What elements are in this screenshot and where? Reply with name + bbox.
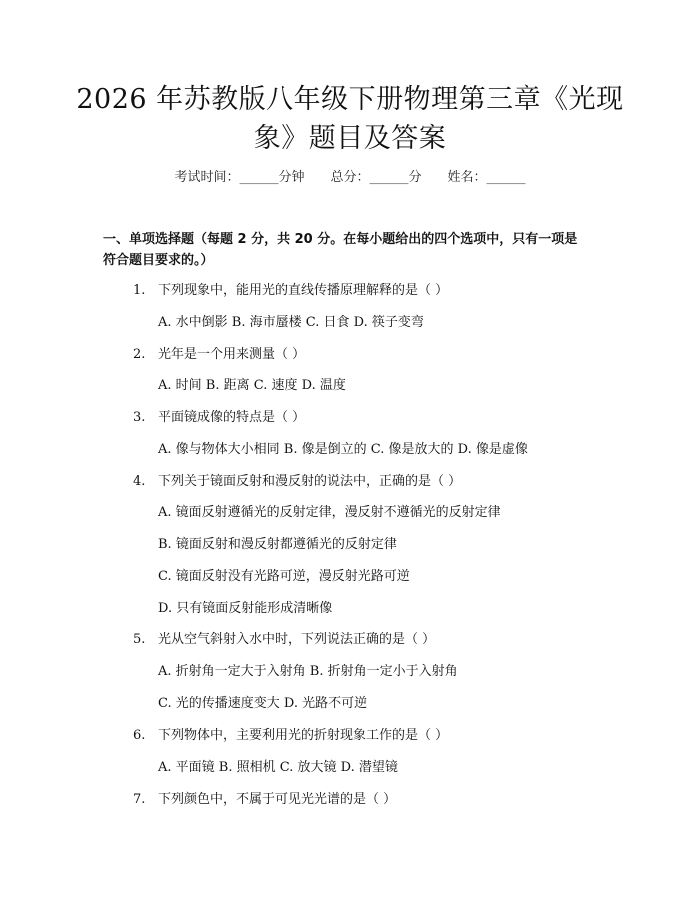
question-number: 5. [133,632,146,647]
question-stem [133,630,435,650]
question-text: 下列物体中，主要利用光的折射现象工作的是（ ） [158,728,449,743]
question-stem [133,345,305,365]
question-option: C. 光的传播速度变大 D. 光路不可逆 [158,696,368,711]
question-number: 2. [133,347,146,362]
question-option: D. 只有镜面反射能形成清晰像 [158,601,333,616]
question-option: B. 镜面反射和漫反射都遵循光的反射定律 [158,537,397,552]
section-heading-line-2: 符合题目要求的。） [103,253,214,268]
question-number: 4. [133,474,146,489]
name-field: 姓名：______ [447,170,526,185]
question-text: 下列颜色中，不属于可见光光谱的是（ ） [158,792,397,807]
section-heading [103,229,603,271]
question-text: 下列现象中，能用光的直线传播原理解释的是（ ） [158,283,449,298]
document-title [40,80,660,158]
total-score-field: 总分：______分 [330,170,422,185]
question-options: A. 平面镜 B. 照相机 C. 放大镜 D. 潜望镜 [158,760,398,775]
question-option: A. 镜面反射遵循光的反射定律，漫反射不遵循光的反射定律 [158,505,501,520]
question-option: A. 折射角一定大于入射角 B. 折射角一定小于入射角 [158,664,458,679]
question-stem [133,408,305,428]
question-options: A. 时间 B. 距离 C. 速度 D. 温度 [158,378,346,393]
section-heading-line-1: 一、单项选择题（每题 2 分，共 20 分。在每小题给出的四个选项中，只有一项是 [103,232,578,247]
question-number: 6. [133,728,146,743]
question-number: 7. [133,792,146,807]
title-line-1: 2026 年苏教版八年级下册物理第三章《光现 [76,84,624,115]
question-number: 1. [133,283,146,298]
question-options: A. 水中倒影 B. 海市蜃楼 C. 日食 D. 筷子变弯 [158,315,424,330]
question-text: 下列关于镜面反射和漫反射的说法中，正确的是（ ） [158,474,462,489]
question-option: C. 镜面反射没有光路可逆，漫反射光路可逆 [158,569,410,584]
title-line-2: 象》题目及答案 [253,123,447,154]
exam-info-line [0,168,700,188]
question-stem [133,726,448,746]
question-text: 光年是一个用来测量（ ） [158,347,306,362]
question-stem [133,281,448,301]
question-text: 平面镜成像的特点是（ ） [158,410,306,425]
question-text: 光从空气斜射入水中时，下列说法正确的是（ ） [158,632,436,647]
question-number: 3. [133,410,146,425]
exam-time-field: 考试时间：______分钟 [174,170,305,185]
question-stem [133,790,396,810]
question-options: A. 像与物体大小相同 B. 像是倒立的 C. 像是放大的 D. 像是虚像 [158,442,528,457]
question-stem [133,472,461,492]
